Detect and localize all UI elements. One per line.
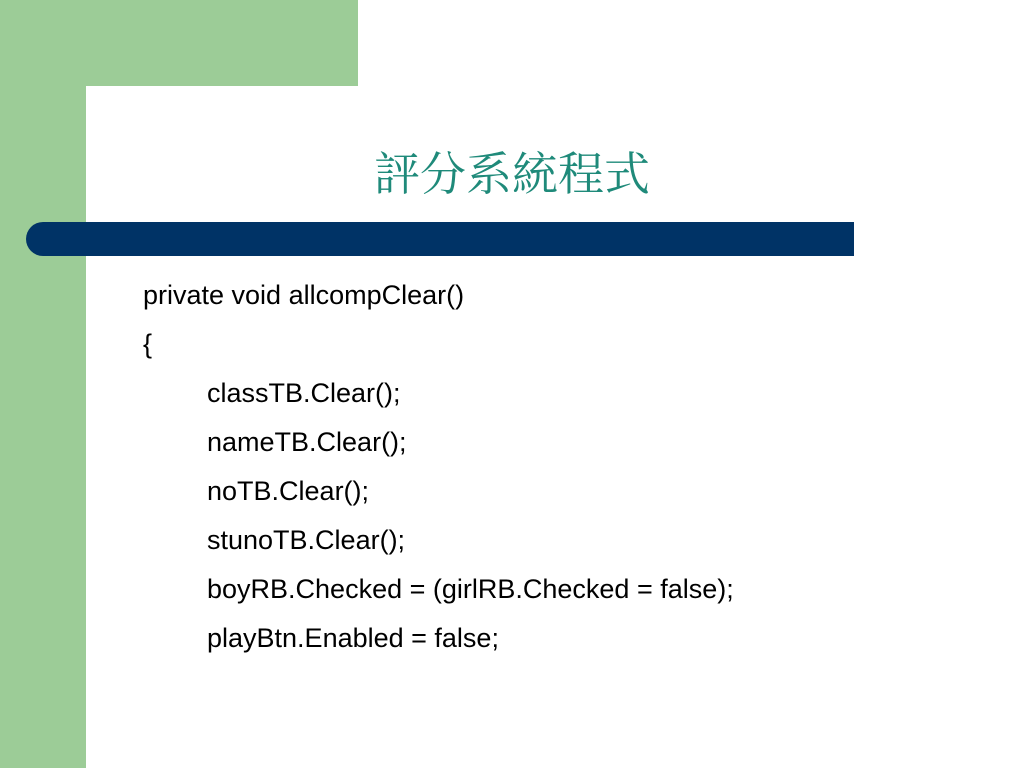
code-line: playBtn.Enabled = false; <box>207 623 499 653</box>
code-line: nameTB.Clear(); <box>207 427 407 457</box>
code-line: private void allcompClear() <box>143 280 465 310</box>
decorative-green-panel-left <box>0 0 86 768</box>
code-line: noTB.Clear(); <box>207 476 370 506</box>
slide-title: 評分系統程式 <box>374 147 650 201</box>
title-underline-bar <box>26 222 854 256</box>
code-line: boyRB.Checked = (girlRB.Checked = false); <box>207 574 734 604</box>
code-block <box>143 271 1003 663</box>
code-line: { <box>143 329 153 359</box>
code-line: classTB.Clear(); <box>207 378 401 408</box>
code-line: stunoTB.Clear(); <box>207 525 406 555</box>
